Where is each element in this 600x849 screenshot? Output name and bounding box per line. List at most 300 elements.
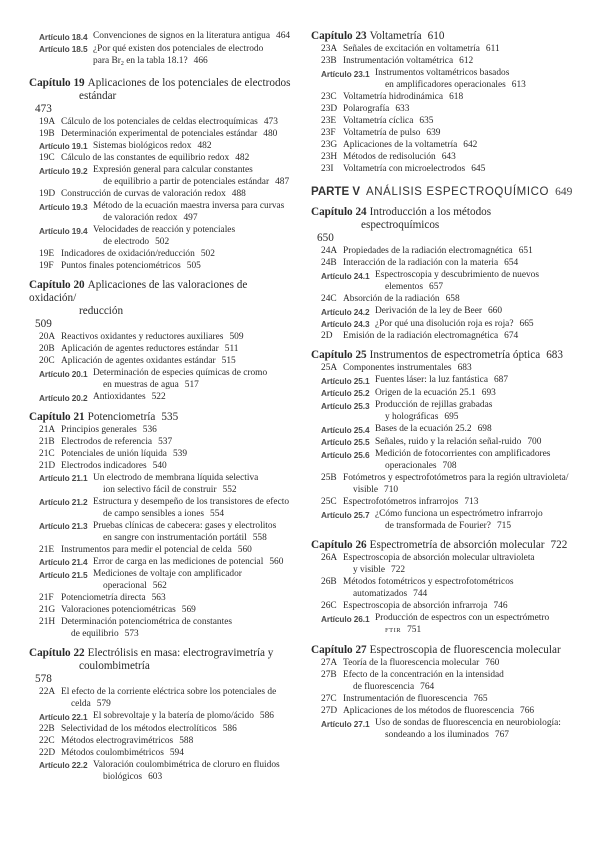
page-number: 710 (384, 485, 399, 495)
chapter-title-line: Voltametría (369, 30, 422, 42)
page-number: 563 (151, 593, 166, 603)
section-title (343, 257, 579, 269)
section-number: 23G (321, 140, 338, 150)
article-number: Artículo 19.3 (39, 201, 88, 212)
title-line: de valoración redox (103, 213, 178, 223)
section-number: 27A (321, 658, 338, 668)
title-line: Aplicación de agentes oxidantes estándar (61, 356, 216, 366)
section-entry[interactable] (311, 257, 579, 269)
page-number: 695 (444, 412, 459, 422)
page-number: 654 (504, 258, 519, 268)
article-entry[interactable] (311, 508, 579, 532)
section-title (343, 705, 579, 717)
section-entry[interactable] (311, 496, 579, 508)
title-line: Origen de la ecuación 25.1 (375, 387, 476, 398)
section-entry[interactable] (311, 576, 579, 600)
title-line: Instrumentos voltamétricos basados (375, 68, 510, 78)
section-entry[interactable] (311, 245, 579, 257)
page-number: 698 (477, 424, 492, 434)
page-number: 473 (263, 116, 278, 127)
chapter-title-line: Espectrometría de absorción molecular (369, 539, 545, 551)
section-title (343, 657, 579, 669)
title-line: Valoración coulombimétrica de cloruro en fluidos (93, 759, 280, 770)
title-line: Método de la ecuación maestra inversa para curvas (93, 201, 285, 211)
page-number: 537 (158, 436, 173, 447)
chapter-title-line: Aplicaciones de los potenciales de electrodos (87, 76, 291, 89)
title-line: en amplificadores operacionales (385, 80, 506, 90)
section-entry[interactable] (311, 115, 579, 127)
part-heading (311, 185, 579, 199)
section-entry[interactable] (311, 163, 579, 175)
chapter-entry[interactable] (29, 411, 291, 424)
chapter-title-line: reducción (79, 305, 124, 317)
section-number: 2D (321, 331, 333, 341)
article-title (375, 508, 579, 532)
title-line: automatizados (353, 589, 408, 599)
page-number: 687 (493, 375, 509, 385)
article-entry[interactable] (29, 496, 291, 520)
section-title (343, 362, 579, 374)
page-number: 560 (237, 544, 252, 555)
article-number: Artículo 25.6 (321, 449, 370, 460)
article-entry[interactable] (311, 305, 579, 318)
section-entry[interactable] (311, 139, 579, 151)
section-number: 23A (321, 44, 338, 54)
title-line: Determinación potenciométrica de constantes (61, 617, 233, 627)
section-entry[interactable] (29, 686, 291, 710)
chapter-entry[interactable] (29, 77, 291, 116)
article-number: Artículo 19.4 (39, 225, 88, 236)
title-line: Electrodos de referencia (61, 436, 153, 447)
section-entry[interactable] (311, 552, 579, 576)
page-number: 464 (276, 31, 291, 41)
title-line: Propiedades de la radiación electromagnética (343, 246, 513, 256)
article-title (93, 496, 291, 520)
chapter-number: Capítulo 22 (29, 647, 85, 659)
article-number: Artículo 21.5 (39, 569, 88, 580)
section-number: 20C (39, 356, 55, 366)
title-line: Construcción de curvas de valoración redox (61, 189, 226, 199)
title-line: Absorción de la radiación (343, 294, 440, 304)
page-number: 613 (511, 80, 526, 90)
title-line: Espectroscopia de absorción infrarroja (343, 601, 488, 611)
part-label: PARTE V (311, 186, 360, 198)
page-number: 511 (224, 344, 239, 354)
toc-right-column (311, 30, 579, 741)
title-line: operacionales (385, 461, 437, 471)
section-entry[interactable] (29, 448, 291, 460)
article-entry[interactable] (29, 472, 291, 496)
page-number: 515 (221, 356, 236, 366)
article-title (93, 200, 291, 224)
page-number: 700 (527, 436, 542, 447)
part-page-number: 649 (555, 186, 573, 198)
section-number: 19F (39, 261, 54, 271)
section-entry[interactable] (311, 362, 579, 374)
page-number: 522 (151, 392, 166, 402)
title-line: Métodos coulombimétricos (61, 747, 164, 758)
article-number: Artículo 18.5 (39, 44, 88, 54)
page-number: 497 (183, 213, 198, 223)
title-line: y holográficas (385, 412, 439, 422)
section-number: 26C (321, 601, 337, 611)
article-entry[interactable] (29, 759, 291, 783)
article-entry[interactable] (29, 200, 291, 224)
title-line: Aplicación de agentes reductores estándar (61, 344, 219, 354)
article-number: Artículo 19.2 (39, 165, 88, 176)
article-title (93, 367, 291, 391)
article-entry[interactable] (29, 43, 291, 70)
section-entry[interactable] (29, 188, 291, 200)
title-line: Voltametría de pulso (343, 128, 421, 138)
page-number: 746 (493, 601, 508, 611)
title-line: Interacción de la radiación con la materia (343, 258, 499, 268)
section-title (343, 693, 579, 705)
chapter-number: Capítulo 26 (311, 539, 367, 551)
page-number: 639 (426, 128, 441, 138)
page-number: 554 (210, 508, 225, 519)
section-entry[interactable] (29, 735, 291, 747)
page-number: 569 (181, 605, 196, 615)
article-entry[interactable] (311, 436, 579, 449)
title-line: ¿Por qué existen dos potenciales de electrodo (93, 43, 264, 54)
article-entry[interactable] (29, 140, 291, 153)
page-number: 586 (259, 711, 274, 721)
chapter-entry[interactable] (311, 349, 579, 362)
title-line: de campo sensibles a iones (103, 508, 205, 519)
article-entry[interactable] (311, 448, 579, 472)
title-line: Señales de excitación en voltametría (343, 44, 480, 54)
section-number: 23C (321, 92, 337, 102)
section-entry[interactable] (29, 747, 291, 759)
section-entry[interactable] (29, 604, 291, 616)
title-line: Efecto de la concentración en la intensidad (343, 670, 504, 680)
article-entry[interactable] (311, 423, 579, 436)
article-title (93, 164, 291, 188)
section-number: 23E (321, 116, 337, 126)
article-number: Artículo 25.2 (321, 388, 370, 398)
chapter-title-line: coulombimetría (79, 660, 150, 672)
section-title (343, 245, 579, 257)
page-number: 764 (420, 682, 435, 692)
title-line: Espectrofotómetros infrarrojos (343, 497, 459, 507)
article-entry[interactable] (311, 399, 579, 423)
section-number: 25B (321, 473, 337, 483)
page-number: 660 (487, 306, 503, 316)
title-line: Electrodos indicadores (61, 460, 147, 471)
article-title (375, 448, 579, 472)
chapter-entry[interactable] (311, 539, 579, 552)
article-entry[interactable] (311, 318, 579, 331)
chapter-number: Capítulo 19 (29, 76, 85, 89)
page-number: 488 (231, 189, 246, 199)
section-title (343, 115, 579, 127)
section-entry[interactable] (29, 343, 291, 355)
title-line: Cálculo de los potenciales de celdas electroquímicas (61, 116, 258, 127)
page-number: 767 (494, 730, 509, 740)
article-number: Artículo 21.4 (39, 557, 88, 567)
title-line: Métodos fotométricos y espectrofotométricos (343, 577, 514, 587)
article-title (375, 399, 579, 423)
title-line: de electrodo (103, 237, 150, 247)
article-title (93, 520, 291, 544)
section-number: 26A (321, 553, 338, 563)
page-number: 594 (169, 747, 184, 758)
article-number: Artículo 25.4 (321, 424, 370, 435)
section-entry[interactable] (29, 592, 291, 604)
title-line: Voltametría hidrodinámica (343, 92, 444, 102)
page-number: 502 (155, 237, 170, 247)
section-number: 27C (321, 694, 337, 704)
page-number: 643 (441, 152, 456, 162)
section-title (61, 343, 291, 355)
section-entry[interactable] (29, 424, 291, 436)
article-number: Artículo 26.1 (321, 613, 370, 624)
page-number: 645 (471, 164, 486, 174)
section-number: 19E (39, 249, 55, 259)
section-entry[interactable] (311, 705, 579, 717)
chapter-number: Capítulo 23 (311, 30, 367, 42)
chapter-entry[interactable] (311, 644, 579, 657)
article-entry[interactable] (29, 710, 291, 723)
title-line: Antioxidantes (93, 392, 146, 402)
article-entry[interactable] (29, 164, 291, 188)
section-number: 23D (321, 104, 338, 114)
section-entry[interactable] (311, 55, 579, 67)
section-entry[interactable] (29, 248, 291, 260)
toc-left-column (29, 30, 291, 783)
title-line: ion selectivo fácil de construir (103, 484, 217, 495)
page-number: 657 (429, 282, 444, 292)
page-number: 552 (222, 484, 237, 495)
title-line: Aplicaciones de la voltametría (343, 140, 458, 150)
article-title (375, 67, 579, 91)
chapter-number: Capítulo 27 (311, 644, 367, 656)
title-line: Emisión de la radiación electromagnética (343, 331, 499, 341)
article-entry[interactable] (29, 520, 291, 544)
section-entry[interactable] (29, 128, 291, 140)
chapter-number: Capítulo 20 (29, 279, 85, 291)
title-line: Un electrodo de membrana líquida selectiva (93, 472, 259, 483)
section-entry[interactable] (29, 616, 291, 640)
title-line: y visible (353, 565, 386, 575)
title-line: Velocidades de reacción y potenciales (93, 225, 236, 235)
section-number: 27B (321, 670, 337, 680)
article-entry[interactable] (311, 67, 579, 91)
section-entry[interactable] (29, 436, 291, 448)
page-number: 651 (518, 246, 533, 256)
chapter-entry[interactable] (311, 206, 579, 245)
section-entry[interactable] (29, 260, 291, 272)
section-entry[interactable] (311, 91, 579, 103)
title-line: Determinación experimental de potenciales estándar (61, 128, 258, 139)
article-entry[interactable] (29, 568, 291, 592)
article-entry[interactable] (311, 612, 579, 637)
section-number: 25A (321, 363, 338, 373)
article-title (375, 318, 579, 331)
section-title (343, 43, 579, 55)
page-number: 509 (229, 332, 244, 342)
subscript: 2 (120, 60, 124, 67)
page-number: 603 (148, 771, 163, 782)
article-number: Artículo 19.1 (39, 141, 88, 151)
section-entry[interactable] (311, 657, 579, 669)
page-number: 579 (96, 699, 111, 709)
section-number: 20B (39, 344, 55, 354)
title-line: en sangre con instrumentación portátil (103, 532, 247, 543)
title-line: operacional (103, 581, 147, 591)
section-number: 26B (321, 577, 337, 587)
section-title (61, 260, 291, 272)
section-number: 21A (39, 424, 56, 435)
article-entry[interactable] (29, 224, 291, 248)
page-number: 713 (464, 497, 479, 507)
page-number: 573 (124, 629, 139, 639)
section-number: 24A (321, 246, 338, 256)
title-line: Fotómetros y espectrofotómetros para la región ultravioleta/ (343, 473, 569, 483)
section-title (343, 293, 579, 305)
chapter-page-number: 683 (546, 349, 563, 361)
article-title (93, 556, 291, 569)
title-line: El sobrevoltaje y la batería de plomo/ácido (93, 711, 254, 721)
title-line: Indicadores de oxidación/reducción (61, 249, 195, 259)
title-line: FTIR (385, 627, 402, 634)
page-number: 708 (442, 461, 457, 471)
section-number: 23B (321, 56, 337, 66)
section-entry[interactable] (311, 693, 579, 705)
section-entry[interactable] (29, 460, 291, 472)
section-title (61, 188, 291, 200)
section-title (61, 331, 291, 343)
section-number: 22B (39, 723, 55, 734)
section-entry[interactable] (311, 472, 579, 496)
title-line: Estructura y desempeño de los transistores de efecto (93, 496, 290, 507)
section-title (61, 747, 291, 759)
chapter-entry[interactable] (311, 30, 579, 43)
article-number: Artículo 18.4 (39, 31, 88, 42)
article-entry[interactable] (311, 387, 579, 400)
article-entry[interactable] (29, 391, 291, 404)
article-entry[interactable] (29, 30, 291, 43)
title-line: elementos (385, 282, 424, 292)
chapter-title-line: espectroquímicos (361, 219, 440, 231)
section-entry[interactable] (311, 600, 579, 612)
title-line: Uso de sondas de fluorescencia en neurobiología: (375, 718, 561, 728)
section-title (61, 355, 291, 367)
title-line: Sistemas biológicos redox (93, 140, 192, 151)
section-title (61, 735, 291, 747)
section-title (343, 496, 579, 508)
section-entry[interactable] (29, 152, 291, 164)
article-entry[interactable] (29, 556, 291, 569)
section-title (343, 163, 579, 175)
section-title (343, 127, 579, 139)
title-line: Selectividad de los métodos electrolíticos (61, 723, 217, 734)
title-line: Polarografía (343, 104, 390, 114)
article-number: Artículo 22.1 (39, 711, 88, 722)
section-number: 23F (321, 128, 336, 138)
section-entry[interactable] (311, 151, 579, 163)
section-number: 21F (39, 593, 54, 603)
section-entry[interactable] (311, 669, 579, 693)
page-number: 683 (457, 363, 472, 373)
article-title (93, 43, 291, 70)
article-entry[interactable] (311, 269, 579, 293)
section-entry[interactable] (311, 127, 579, 139)
section-title (61, 128, 291, 140)
section-entry[interactable] (29, 544, 291, 556)
page-number: 517 (184, 380, 199, 390)
article-entry[interactable] (29, 367, 291, 391)
title-line: Puntos finales potenciométricos (61, 261, 181, 271)
title-line: Instrumentos para medir el potencial de celda (61, 544, 232, 555)
section-entry[interactable] (311, 103, 579, 115)
page-number: 482 (235, 153, 250, 163)
section-title (61, 116, 291, 128)
title-line: Determinación de especies químicas de cromo (93, 368, 268, 378)
section-entry[interactable] (29, 331, 291, 343)
chapter-title-line: estándar (79, 89, 117, 102)
article-title (93, 759, 291, 783)
page-number: 562 (152, 581, 167, 591)
article-number: Artículo 20.2 (39, 392, 88, 403)
section-title (343, 330, 579, 342)
page-number: 766 (520, 706, 535, 716)
section-entry[interactable] (29, 723, 291, 735)
page-number: 744 (413, 589, 428, 599)
article-number: Artículo 25.3 (321, 400, 370, 411)
title-line: Medición de fotocorrientes con amplificadores (375, 449, 551, 459)
article-title (375, 374, 579, 387)
section-entry[interactable] (29, 116, 291, 128)
title-line: en muestras de agua (103, 380, 179, 390)
title-line: Voltametría cíclica (343, 116, 414, 126)
article-number: Artículo 25.1 (321, 375, 370, 386)
title-line: Espectroscopia de absorción molecular ultravioleta (343, 553, 535, 563)
chapter-title-line: Aplicaciones de las valoraciones de oxidación/ (29, 279, 248, 304)
section-title (61, 424, 291, 436)
section-title (61, 723, 291, 735)
section-title (61, 248, 291, 260)
title-line: ¿Cómo funciona un espectrómetro infrarrojo (375, 509, 543, 519)
title-line: Métodos electrogravimétricos (61, 735, 174, 746)
chapter-entry[interactable] (29, 279, 291, 331)
section-number: 19A (39, 116, 56, 127)
section-number: 22C (39, 735, 55, 746)
article-title (93, 472, 291, 496)
section-entry[interactable] (29, 355, 291, 367)
article-title (93, 710, 291, 723)
article-entry[interactable] (311, 717, 579, 741)
title-line: en la tabla 18.1? (123, 55, 188, 66)
section-entry[interactable] (311, 43, 579, 55)
article-entry[interactable] (311, 374, 579, 387)
chapter-page-number: 535 (161, 410, 179, 423)
chapter-page-number: 610 (427, 30, 445, 42)
chapter-entry[interactable] (29, 647, 291, 686)
title-line: Voltametría con microelectrodos (343, 164, 466, 174)
section-entry[interactable] (311, 293, 579, 305)
section-entry[interactable] (311, 330, 579, 342)
section-number: 23I (321, 164, 334, 174)
section-number: 21G (39, 605, 56, 615)
section-number: 24B (321, 258, 337, 268)
page-number: 502 (200, 249, 215, 259)
section-title (61, 448, 291, 460)
article-title (93, 30, 291, 43)
chapter-page-number: 509 (35, 318, 52, 330)
article-title (93, 140, 291, 153)
